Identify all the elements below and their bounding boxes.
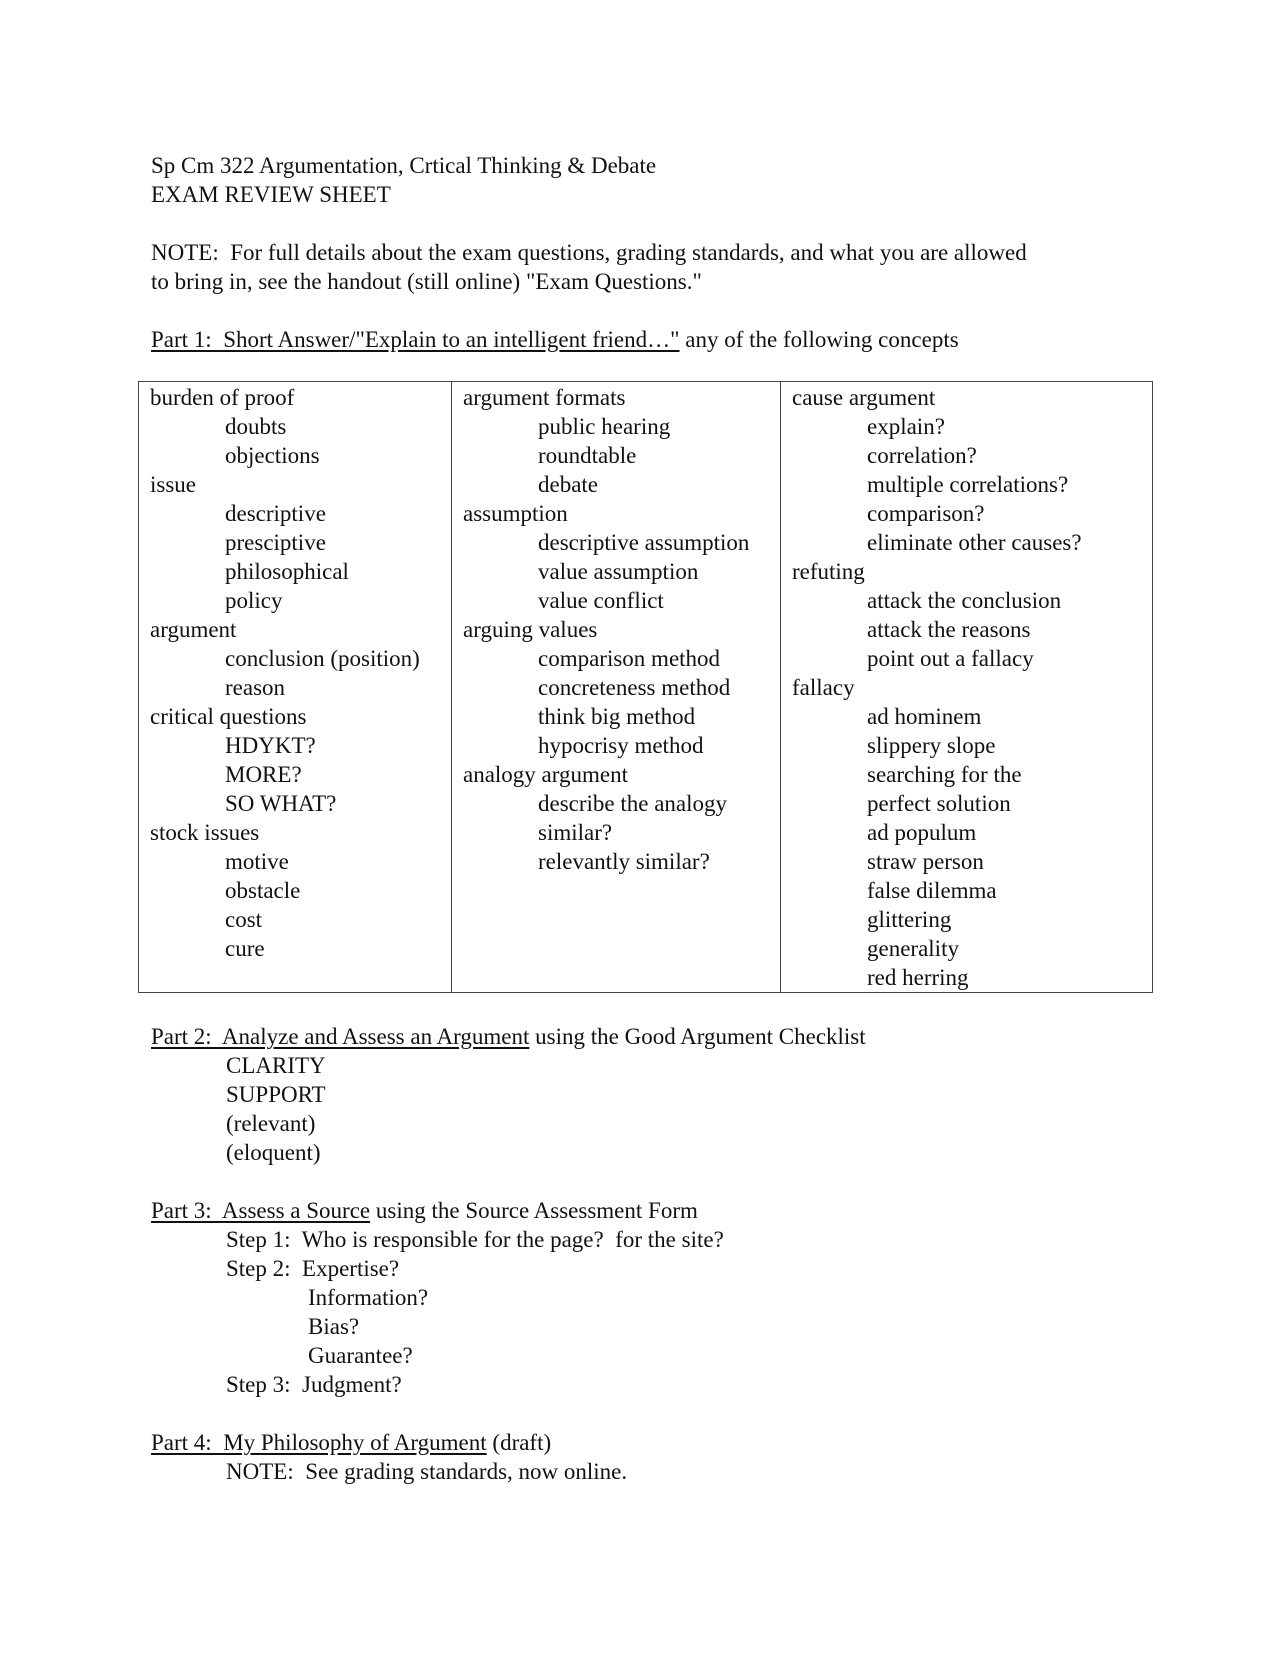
concept-sub: policy [225, 588, 283, 613]
concept-sub: attack the reasons [867, 617, 1031, 642]
part2-heading-rest: using the Good Argument Checklist [529, 1024, 866, 1049]
part4-note: NOTE: See grading standards, now online. [226, 1459, 628, 1484]
concept-term: stock issues [150, 820, 260, 845]
concept-sub: straw person [867, 849, 984, 874]
concept-term: argument formats [463, 385, 626, 410]
checklist-item: SUPPORT [226, 1082, 326, 1107]
concept-sub: obstacle [225, 878, 301, 903]
concept-group [792, 557, 1142, 673]
concept-sub: concreteness method [538, 675, 731, 700]
concept-sub: attack the conclusion [867, 588, 1062, 613]
concept-sub: slippery slope [867, 733, 996, 758]
sheet-title: EXAM REVIEW SHEET [151, 182, 391, 207]
concept-sub: doubts [225, 414, 287, 439]
concept-sub: point out a fallacy [867, 646, 1034, 671]
concept-sub: presciptive [225, 530, 326, 555]
step-2-label: Step 2: [226, 1256, 303, 1281]
concept-term: refuting [792, 559, 865, 584]
concept-sub: ad hominem [867, 704, 982, 729]
concept-sub: ad populum [867, 820, 977, 845]
concept-term: argument [150, 617, 237, 642]
concept-term: analogy argument [463, 762, 628, 787]
concepts-table [138, 381, 1153, 993]
concept-sub: reason [225, 675, 286, 700]
concept-group [463, 615, 770, 760]
concept-sub: similar? [538, 820, 613, 845]
concept-group [150, 818, 441, 963]
concept-sub: red herring [867, 965, 969, 990]
concept-sub: comparison method [538, 646, 721, 671]
concepts-column-3 [781, 382, 1153, 993]
part1-heading [151, 325, 1151, 354]
concept-sub: generality [867, 936, 959, 961]
concept-sub: false dilemma [867, 878, 997, 903]
concept-sub: cost [225, 907, 263, 932]
concept-sub: glittering [867, 907, 952, 932]
concept-sub: think big method [538, 704, 696, 729]
concept-sub: SO WHAT? [225, 791, 337, 816]
part3-heading-rest: using the Source Assessment Form [370, 1198, 698, 1223]
part3-heading [151, 1196, 866, 1225]
concept-group [150, 702, 441, 818]
step-2-item: Expertise? [302, 1256, 400, 1281]
concept-group [150, 383, 441, 470]
step-2-item: Bias? [308, 1314, 360, 1339]
checklist-item: (eloquent) [226, 1140, 321, 1165]
concept-sub: eliminate other causes? [867, 530, 1082, 555]
concept-sub: describe the analogy [538, 791, 728, 816]
part4-heading [151, 1428, 866, 1457]
concepts-row [139, 382, 1153, 993]
concept-sub: MORE? [225, 762, 302, 787]
concept-sub: hypocrisy method [538, 733, 704, 758]
concept-group [150, 615, 441, 702]
concept-group [463, 760, 770, 876]
concept-term: fallacy [792, 675, 855, 700]
step-2 [151, 1254, 866, 1283]
concepts-column-1 [139, 382, 452, 993]
step-2-item: Information? [308, 1285, 429, 1310]
part2-section [151, 1022, 866, 1486]
checklist-item: (relevant) [226, 1111, 316, 1136]
note-line-1: NOTE: For full details about the exam questions, grading standards, and what you are allowed [151, 240, 1027, 265]
concept-sub: motive [225, 849, 289, 874]
concept-group [792, 673, 1142, 992]
part2-heading-underlined: Part 2: Analyze and Assess an Argument [151, 1024, 530, 1049]
concept-term: cause argument [792, 385, 936, 410]
concept-sub: searching for the [867, 762, 1022, 787]
concept-term: burden of proof [150, 385, 295, 410]
checklist-item: CLARITY [226, 1053, 326, 1078]
step-3: Step 3: Judgment? [226, 1372, 402, 1397]
concept-sub: explain? [867, 414, 945, 439]
step-2-item: Guarantee? [308, 1343, 413, 1368]
concept-sub: relevantly similar? [538, 849, 710, 874]
concepts-column-2 [452, 382, 781, 993]
part1-heading-rest: any of the following concepts [679, 327, 959, 352]
concept-sub: perfect solution [867, 791, 1011, 816]
concept-sub: descriptive assumption [538, 530, 750, 555]
concept-sub: correlation? [867, 443, 977, 468]
concept-sub: multiple correlations? [867, 472, 1069, 497]
concept-sub: roundtable [538, 443, 637, 468]
concept-group [150, 470, 441, 615]
concept-sub: conclusion (position) [225, 646, 420, 671]
concept-sub: philosophical [225, 559, 349, 584]
concept-group [463, 499, 770, 615]
part1-heading-underlined: Part 1: Short Answer/"Explain to an intelligent friend…" [151, 327, 680, 352]
part4-heading-rest: (draft) [486, 1430, 552, 1455]
step-1: Step 1: Who is responsible for the page? for the site? [226, 1227, 724, 1252]
part2-heading [151, 1022, 866, 1051]
part4-heading-underlined: Part 4: My Philosophy of Argument [151, 1430, 487, 1455]
concept-sub: public hearing [538, 414, 671, 439]
concept-term: issue [150, 472, 196, 497]
concept-sub: descriptive [225, 501, 326, 526]
concept-term: critical questions [150, 704, 307, 729]
course-title: Sp Cm 322 Argumentation, Crtical Thinking & Debate [151, 153, 657, 178]
concept-sub: comparison? [867, 501, 985, 526]
concept-group [463, 383, 770, 499]
part3-heading-underlined: Part 3: Assess a Source [151, 1198, 371, 1223]
concept-sub: value assumption [538, 559, 699, 584]
concept-sub: value conflict [538, 588, 664, 613]
concept-sub: debate [538, 472, 599, 497]
concept-term: assumption [463, 501, 568, 526]
concept-term: arguing values [463, 617, 598, 642]
document-page [151, 151, 1151, 354]
concept-sub: cure [225, 936, 265, 961]
concept-sub: HDYKT? [225, 733, 316, 758]
note-line-2: to bring in, see the handout (still online) "Exam Questions." [151, 269, 702, 294]
concept-group [792, 383, 1142, 557]
concept-sub: objections [225, 443, 320, 468]
